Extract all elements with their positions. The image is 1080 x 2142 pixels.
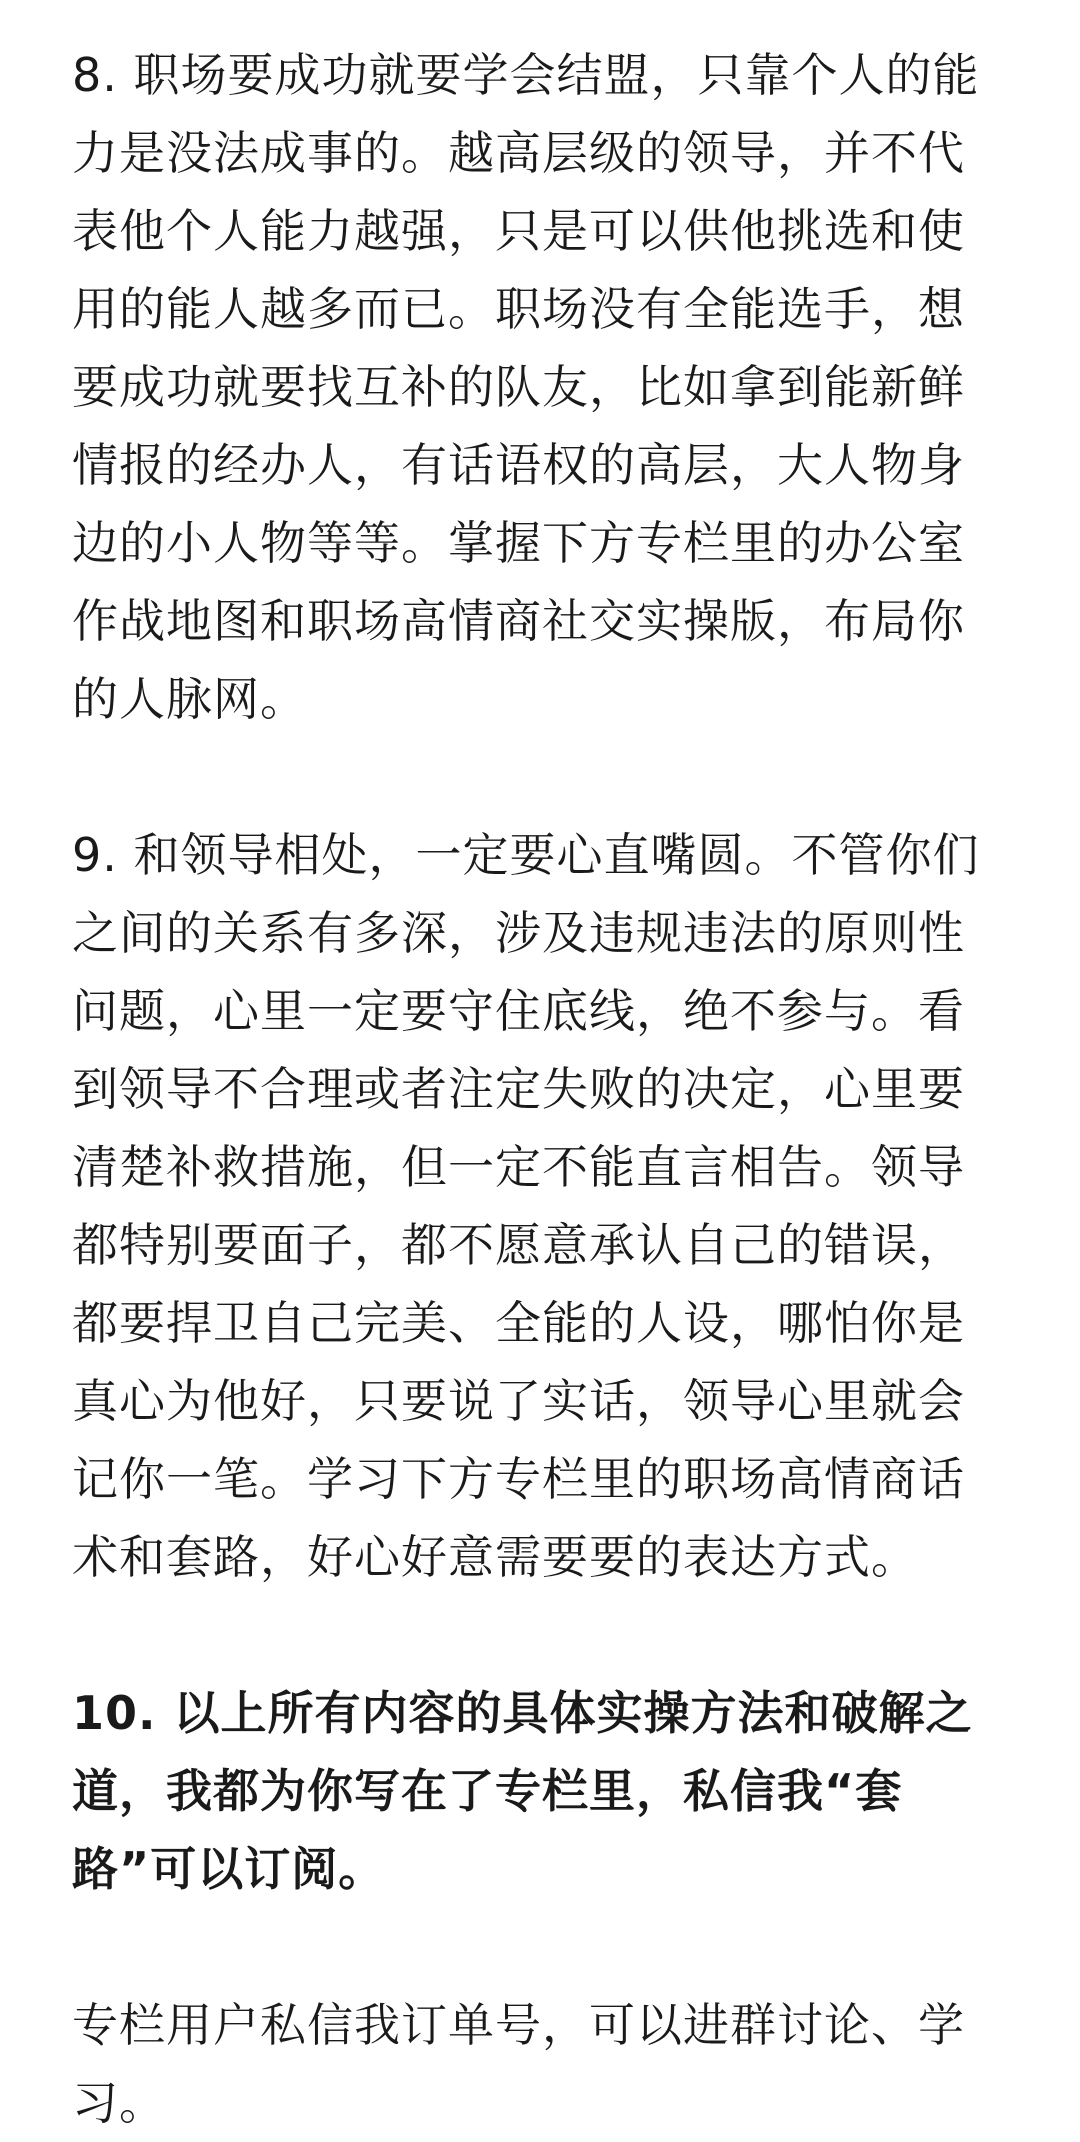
paragraph-spacer [72, 738, 1008, 816]
paragraph-spacer [72, 1908, 1008, 1986]
paragraph-9: 9. 和领导相处，一定要心直嘴圆。不管你们之间的关系有多深，涉及违规违法的原则性问题，心里一定要守住底线，绝不参与。看到领导不合理或者注定失败的决定，心里要清楚补救措施，但一定不能直言相告。领导都特别要面子，都不愿意承认自己的错误，都要捍卫自己完美、全能的人设，哪怕你是真心为他好，只要说了实话，领导心里就会记你一笔。学习下方专栏里的职场高情商话术和套路，好心好意需要要的表达方式。 [72, 828, 980, 1584]
paragraph-subscriber-note: 专栏用户私信我订单号，可以进群讨论、学习。 [72, 1998, 965, 2130]
paragraph-8: 8. 职场要成功就要学会结盟，只靠个人的能力是没法成事的。越高层级的领导，并不代表他个人能力越强，只是可以供他挑选和使用的能人越多而已。职场没有全能选手，想要成功就要找互补的队友，比如拿到能新鲜情报的经办人，有话语权的高层，大人物身边的小人物等等。掌握下方专栏里的办公室作战地图和职场高情商社交实操版，布局你的人脉网。 [72, 48, 980, 726]
paragraph-10: 10. 以上所有内容的具体实操方法和破解之道，我都为你写在了专栏里，私信我“套路”可以订阅。 [72, 1686, 973, 1896]
paragraph-spacer [72, 1596, 1008, 1674]
